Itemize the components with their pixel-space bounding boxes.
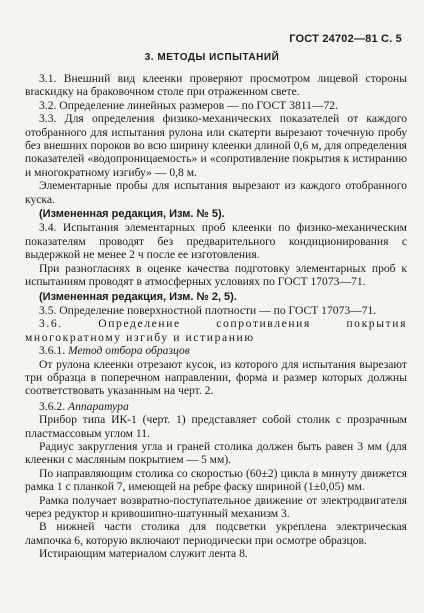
paragraph-device: Прибор типа ИК-1 (черт. 1) представляет собой столик с прозрачным пластмассовым углом 11. [25, 413, 407, 440]
section-title: 3. МЕТОДЫ ИСПЫТАНИЙ [144, 52, 280, 63]
paragraph-3-2: 3.2. Определение линейных размеров — по ГОСТ 3811—72. [39, 98, 339, 112]
clause-title: Метод отбора образцов [68, 344, 190, 358]
paragraph-3-6-2 [25, 400, 407, 413]
paragraph-elementary-samples: Элементарные пробы для испытания вырезают из каждого отобранного куска. [25, 179, 407, 206]
amendment-note-2: (Измененная редакция, Изм. № 2, 5). [39, 290, 237, 303]
amendment-note-1: (Измененная редакция, Изм. № 5). [39, 208, 225, 221]
clause-number: 3.6.1. [39, 344, 66, 358]
clause-number: 3.6.2. [39, 399, 66, 413]
paragraph-radius: Радиус закругления угла и граней столика должен быть равен 3 мм (для клеенки с масляным покрытием — 5 мм). [25, 439, 407, 467]
paragraph-3-6-1 [25, 344, 407, 357]
clause-title: Аппаратура [68, 399, 129, 413]
document-body [25, 72, 407, 561]
page-header: ГОСТ 24702—81 С. 5 [289, 33, 402, 45]
paragraph-3-1: 3.1. Внешний вид клеенки проверяют просмотром лицевой стороны вraскидку на браковочном столе при отраженном свете. [25, 72, 407, 99]
paragraph-frame: Рамка получает возвратно-поступательное движение от электродвигателя через редуктор и кривошипно-шатунный механизм 3. [25, 493, 407, 520]
paragraph-roll-cutting: От рулона клеенки отрезают кусок, из которого для испытания вырезают три образца в поперечном направлении, форма и размер которых должны соответствовать указанным на черт. 2. [25, 357, 407, 398]
paragraph-3-3: 3.3. Для определения физико-механических показателей от каждого отобранного для испытания рулона или скатерти вырезают точечную пробу без внешних пороков во всю ширину клеенки длиной 0,6 м, для определения показателей «водопроницаемость» и «сопротивление покрытия к истиранию и многократному изгибу» — 0,8 м. [25, 112, 407, 179]
paragraph-disagreement: При разногласиях в оценке качества подготовку элементарных проб к испытаниям проводят в атмосферных условиях по ГОСТ 17073—71. [25, 261, 407, 289]
paragraph-3-4: 3.4. Испытания элементарных проб клеенки по физико-механическим показателям проводят без предварительного кондиционирования с выдержкой не менее 2 ч после ее изготовления. [25, 221, 407, 262]
paragraph-3-5: 3.5. Определение поверхностной плотности — по ГОСТ 17073—71. [39, 303, 377, 317]
paragraph-guides: По направляющим столика со скоростью (60±2) цикла в минуту движется рамка 1 с планкой 7, имеющей на ребре фаску шириной (1±0,05) мм. [25, 466, 407, 494]
paragraph-lower-part: В нижней части столика для подсветки укреплена электрическая лампочка 6, которую включают периодически при осмотре образцов. [25, 520, 407, 547]
paragraph-3-6: 3.6. Определение сопротивления покрытия многократному изгибу и истиранию [25, 317, 407, 344]
paragraph-abrasive: Истирающим материалом служит лента 8. [39, 547, 248, 561]
